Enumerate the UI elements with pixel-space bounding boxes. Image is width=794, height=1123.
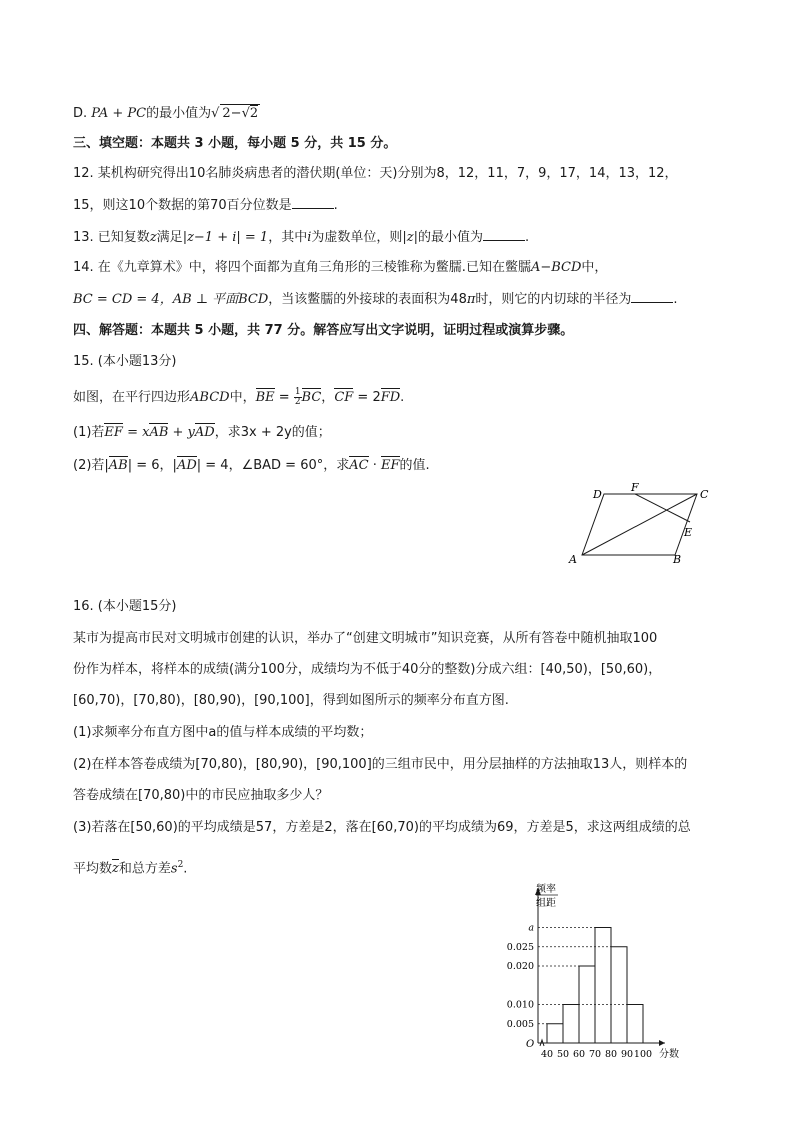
q13: 13. 已知复数z满足|z−1 + i| = 1，其中i为虚数单位，则|z|的最小值为 . [73, 230, 530, 245]
section-3-heading: 三、填空题：本题共 3 小题，每小题 5 分，共 15 分。 [73, 136, 397, 151]
option-d-expr: PA + PC [91, 106, 147, 121]
q16-part2-line1: (2)在样本答卷成绩为[70,80)，[80,90)，[90,100]的三组市民中，用分层抽样的方法抽取13人，则样本的 [73, 757, 688, 772]
histogram-bar [547, 1024, 563, 1043]
x-tick-label: 60 [572, 1049, 586, 1060]
x-tick-label: 90 [620, 1049, 634, 1060]
q14-line1: 14. 在《九章算术》中，将四个面都为直角三角形的三棱锥称为鳖臑.已知在鳖臑A−BCD中， [73, 260, 608, 275]
q16-part1: (1)求频率分布直方图中a的值与样本成绩的平均数； [73, 725, 373, 740]
x-tick-label: 80 [604, 1049, 618, 1060]
answer-blank [631, 290, 673, 303]
x-tick-label: 70 [588, 1049, 602, 1060]
answer-blank [292, 196, 334, 209]
label-b: B [673, 553, 682, 566]
x-axis-label: 分数 [659, 1049, 679, 1060]
y-axis-label-top: 频率 [536, 884, 556, 895]
q12-line2: 15，则这10个数据的第70百分位数是 . [73, 198, 338, 213]
y-tick-label: 0.005 [506, 1018, 534, 1030]
histogram-bar [611, 947, 627, 1043]
y-tick-label: 0.010 [506, 999, 534, 1011]
parallelogram-figure [560, 482, 710, 572]
label-e: E [684, 526, 693, 539]
q15-part2: (2)若|AB| = 6，|AD| = 4，∠BAD = 60°，求AC · EF的值. [73, 458, 430, 473]
q12-line1: 12. 某机构研究得出10名肺炎病患者的潜伏期(单位：天)分别为8，12，11，7，9，17，14，13，12， [73, 166, 678, 181]
y-axis-label-bottom: 组距 [536, 898, 556, 909]
q16-part3-line1: (3)若落在[50,60)的平均成绩是57，方差是2，落在[60,70)的平均成绩为69，方差是5，求这两组成绩的总 [73, 820, 691, 835]
label-c: C [700, 488, 709, 501]
x-tick-label: 100 [633, 1049, 653, 1060]
label-a: A [569, 553, 577, 566]
q16-part2-line2: 答卷成绩在[70,80)中的市民应抽取多少人？ [73, 788, 329, 803]
frequency-histogram [490, 880, 720, 1065]
x-tick-label: 40 [540, 1049, 554, 1060]
label-d: D [593, 488, 602, 501]
q13-condition: |z−1 + i| = 1 [182, 230, 269, 245]
q15-stem: 如图，在平行四边形ABCD中，BE = $\frac{1}{2}$ BC，CF = 2FD. [73, 387, 405, 407]
q16-line3: [60,70)，[70,80)，[80,90)，[90,100]，得到如图所示的频率分布直方图. [73, 693, 509, 708]
sqrt-radicand: 2−√2 [222, 106, 259, 121]
x-tick-label: 50 [556, 1049, 570, 1060]
q16-line2: 份作为样本，将样本的成绩(满分100分，成绩均为不低于40分的整数)分成六组：[40,50)，[50,60)， [73, 662, 662, 677]
option-d: D. PA + PC的最小值为√ 2−√2 [73, 106, 259, 121]
y-tick-label: 0.020 [506, 961, 534, 972]
origin-label: O [526, 1039, 535, 1050]
q16-line1: 某市为提高市民对文明城市创建的认识，举办了“创建文明城市”知识竞赛，从所有答卷中随机抽取100 [73, 631, 658, 646]
q15-header: 15. (本小题13分) [73, 354, 177, 369]
q16-part3-line2: 平均数z和总方差$s^2$. [73, 860, 188, 877]
histogram-bar [627, 1005, 643, 1044]
diagonal-ac [582, 494, 697, 555]
sqrt-symbol: √ [211, 106, 220, 121]
label-f: F [631, 482, 639, 494]
histogram-bar [595, 928, 611, 1044]
y-tick-label: a [528, 922, 534, 934]
q15-part1: (1)若EF = xAB + yAD，求3x + 2y的值； [73, 425, 331, 440]
q16-header: 16. (本小题15分) [73, 599, 177, 614]
x-axis-arrow [659, 1040, 665, 1046]
q14-line2: BC = CD = 4，AB ⊥ 平面BCD，当该鳖臑的外接球的表面积为48π时，则它的内切球的半径为 . [73, 292, 678, 307]
section-4-heading: 四、解答题：本题共 5 小题，共 77 分。解答应写出文字说明，证明过程或演算步骤。 [73, 323, 574, 338]
histogram-bar [563, 1005, 579, 1044]
segment-fe [635, 494, 690, 522]
y-tick-label: 0.025 [506, 941, 534, 953]
answer-blank [483, 228, 525, 241]
